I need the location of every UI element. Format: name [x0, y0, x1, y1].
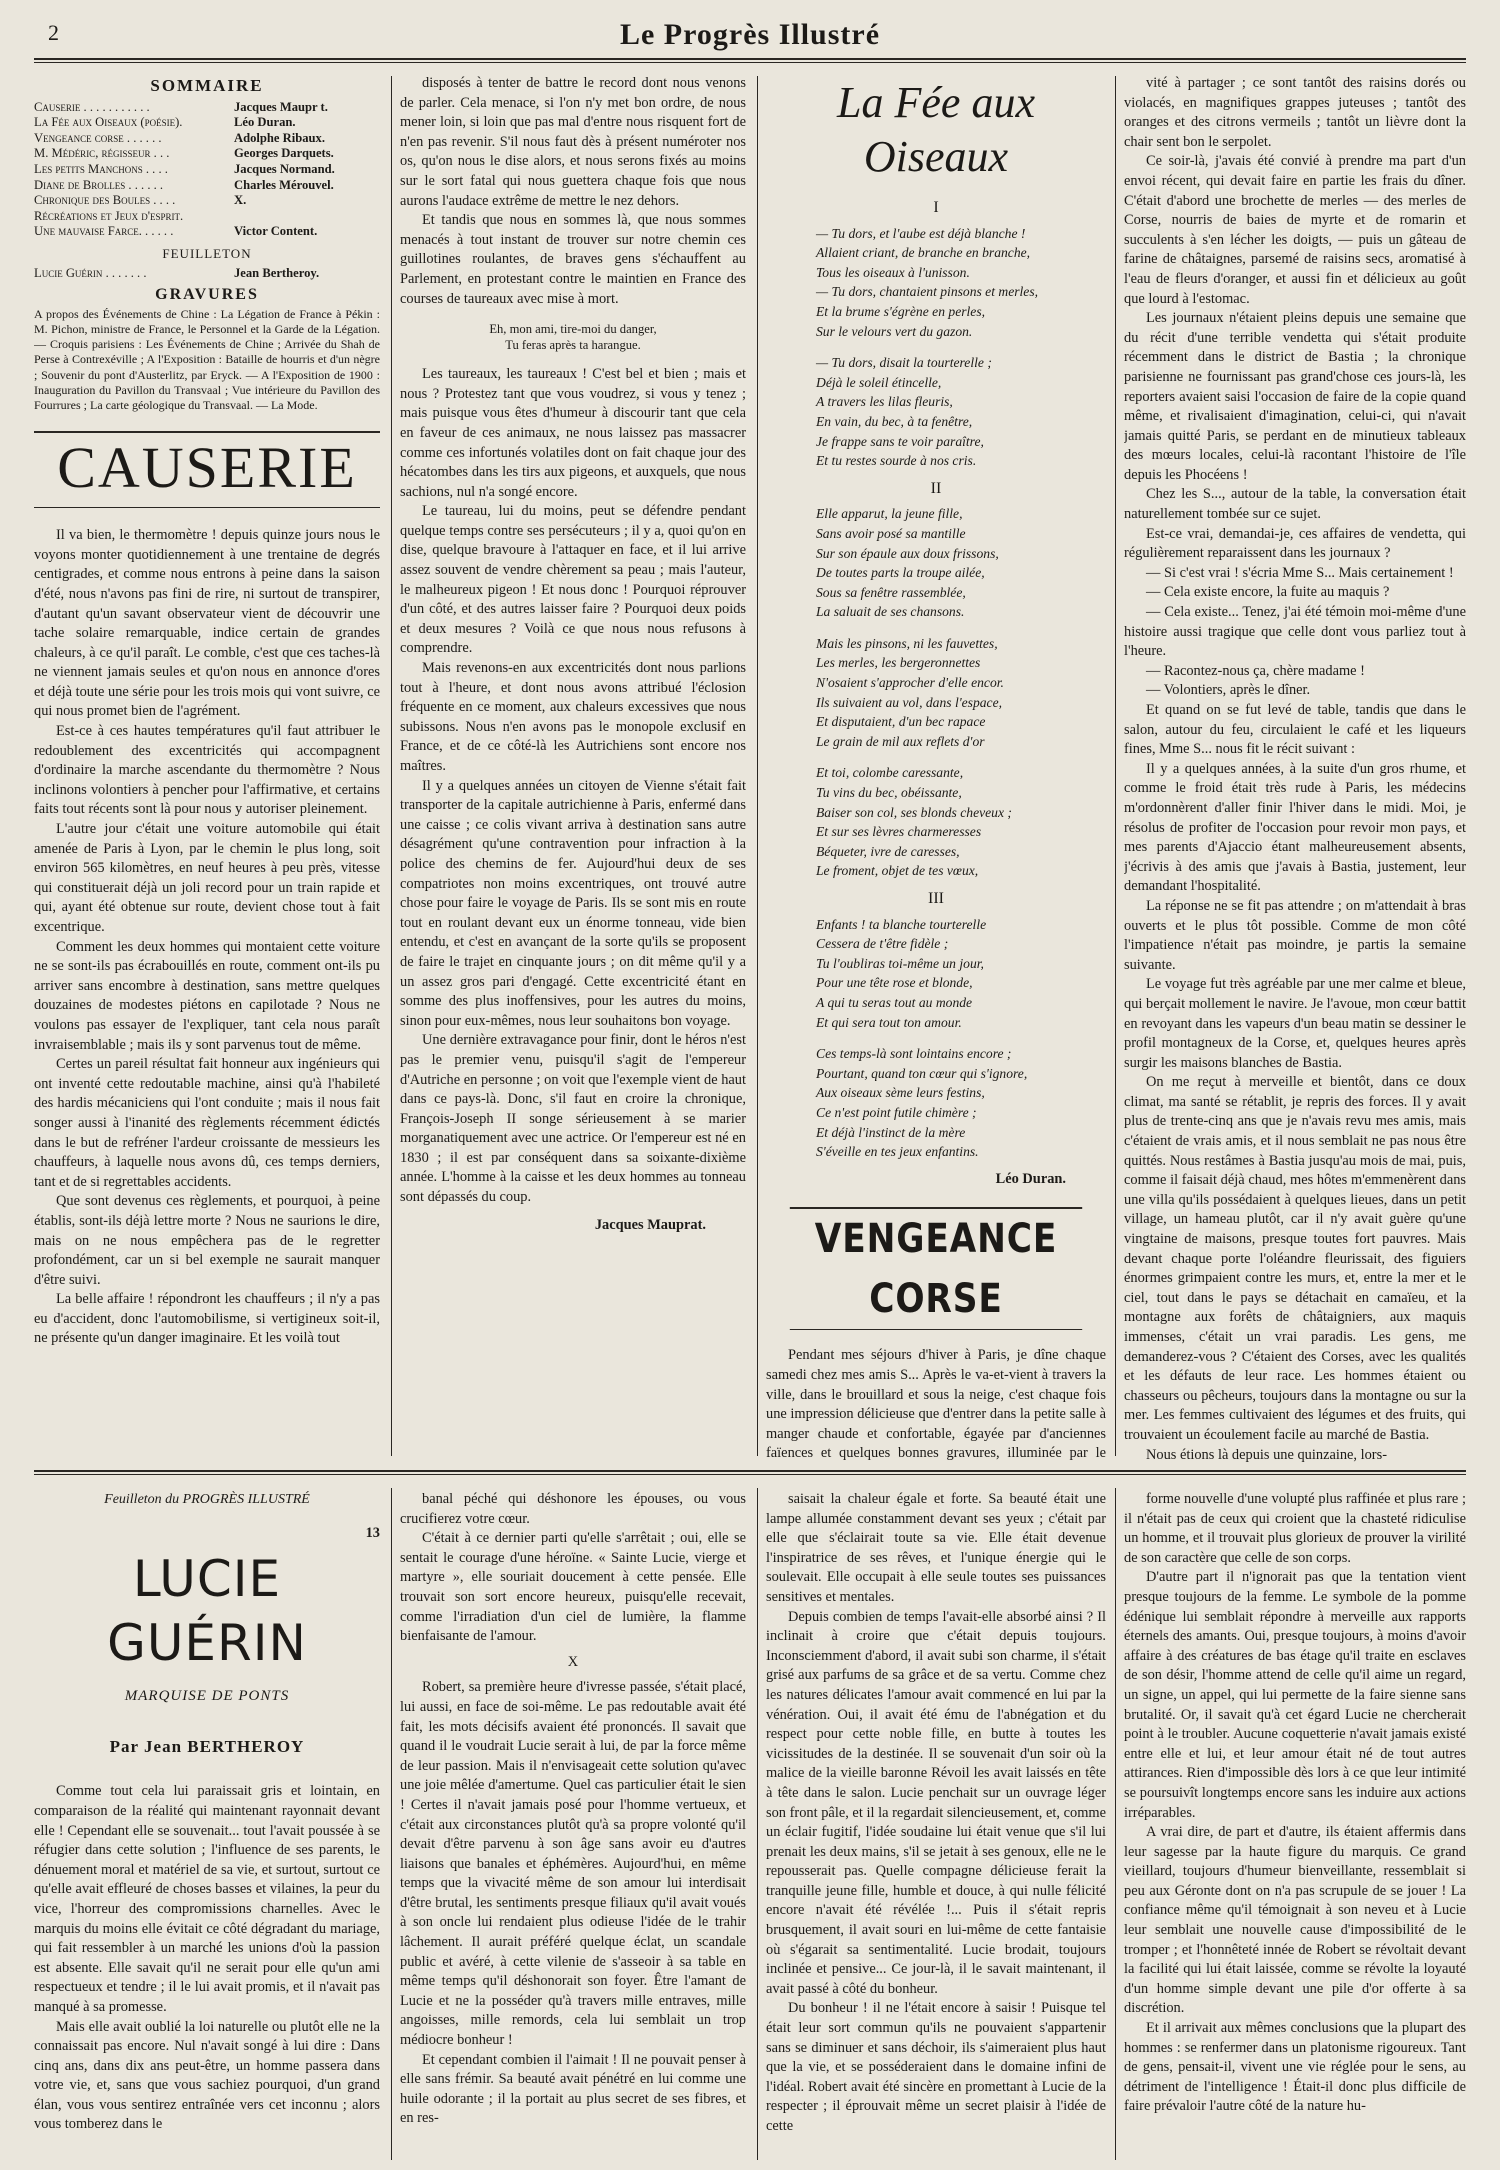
poem-stanza: [766, 915, 1106, 1033]
poem-stanza: [766, 353, 1106, 471]
paragraph: Et il arrivait aux mêmes conclusions que la plupart des hommes : se renfermer dans un platonisme rigoureux. Tant de gens, pensait-il, vivent une vie réglée pour le sens, au détriment de l'intelligence ! Était-il donc plus difficile de faire prévaloir l'autre côté de la nature hu-: [1124, 2020, 1466, 2115]
poem-line: Ces temps-là sont lointains encore ;: [816, 1046, 1012, 1062]
causerie-title: CAUSERIE: [34, 431, 380, 508]
paragraph: — Racontez-nous ça, chère madame !: [1146, 662, 1365, 679]
poem-line: Sous sa fenêtre rassemblée,: [816, 584, 966, 600]
poem-part-number: II: [930, 479, 942, 497]
paragraph: Les journaux n'étaient pleins depuis une semaine que du récit d'une terrible vendetta qui s'était produite récemment dans le district de Bastia ; la chronique parisienne ne fournissant pas grand'chose ces jours-là, les reporters avaient saisi l'occasion de faire de la copie quand même, et rivalisaient d'imagination, celui-ci, qui n'avait jamais quitté Paris, se perdant en de minutieux tableaux des mœurs locales, celui-là racontant l'histoire de l'île depuis les Phocéens !: [1124, 310, 1466, 483]
poem-line: Mais les pinsons, ni les fauvettes,: [816, 635, 998, 651]
poem-stanza: [766, 634, 1106, 752]
header-rule: [34, 58, 1466, 60]
causerie-text-col2b: [400, 365, 746, 1208]
poem-line: Tu vins du bec, obéissante,: [816, 785, 962, 801]
sommaire-item-title: M. Médéric, régisseur . . .: [34, 146, 170, 161]
poem-line: S'éveille en tes jeux enfantins.: [816, 1144, 979, 1160]
poem-line: Pour une tête rose et blonde,: [816, 975, 973, 991]
poem-line: Et tu restes sourde à nos cris.: [816, 453, 977, 469]
paragraph: forme nouvelle d'une volupté plus raffinée et plus rare ; il n'était pas de ceux qui croient que la chasteté ridiculise un homme, et il trouvait plus glorieux de prouver la virilité de son caractère que celle de son corps.: [1124, 1491, 1466, 1566]
sommaire-item-author: Adolphe Ribaux.: [234, 130, 325, 145]
column-4: [1124, 74, 1466, 1464]
causerie-author: Jacques Mauprat.: [594, 1216, 706, 1233]
poem-line: Déjà le soleil étincelle,: [816, 374, 942, 390]
sommaire-item-title: Une mauvaise Farce. . . . . .: [34, 224, 174, 239]
feuilleton-subtitle: MARQUISE DE PONTS: [124, 1688, 290, 1705]
paragraph: Nous étions là depuis une quinzaine, lors-: [1146, 1446, 1387, 1463]
column-separator: [757, 1488, 758, 2160]
feuilleton-header: Feuilleton du PROGRÈS ILLUSTRÉ: [104, 1492, 310, 1507]
column-1: [34, 74, 380, 1464]
vengeance-text-col4: [1124, 74, 1466, 1464]
causerie-quote: [400, 321, 746, 353]
paragraph: On me reçut à merveille et bientôt, dans ce doux climat, ma santé se rétablit, je repris des forces. Il y avait plus de trente-cinq ans que je n'avais revu mes amis, mais c'étaient de vrais amis, et il nous semblait ne pas nous être quittés. Nous restâmes à Bastia jusqu'au mois de mai, puis, comme il faisait déjà chaud, mes hôtes m'emmenèrent dans une villa qu'ils possédaient à quelques lieues, dans un petit village, un hameau plutôt, car il n'y avait guère qu'une vingtaine de maisons, presque toutes fort pauvres. Mais devant chaque porte l'oléandre fleurissait, des figuiers énormes grimpaient contre les murs, et, entre la mer et le ciel, tout dans le pays se détachait en camaïeu, et la montagne aux forêts de châtaigniers, aux maquis immenses, c'était un vrai paradis. Les gens, me demanderez-vous ? C'étaient des Corses, avec les qualités et les défauts de leur race. Les hommes étaient ou chasseurs ou pêcheurs, toujours dans la montagne ou sur la mer. Les femmes cultivaient des légumes et des fruits, qui trouvaient un écoulement facile au marché de Bastia.: [1124, 1074, 1466, 1443]
poem-line: Et la brume s'égrène en perles,: [816, 303, 986, 319]
poem-stanza: [766, 763, 1106, 881]
paragraph: Il va bien, le thermomètre ! depuis quinze jours nous le voyons monter quotidiennement à une trentaine de degrés centigrades, et comme nous entrons à peine dans la saison d'été, nous n'avons pas fini de rire, ni surtout de transpirer, d'autant qu'un savant observateur vient de découvrir une tache solaire remarquable, indice certain de grandes chaleurs, à ce qu'il paraît. Le comble, c'est que ces taches-là ne viennent jamais seules et qu'on nous en annonce d'ores et déjà toute une série pour les trois mois qui vont suivre, ce qui nous promet bien de l'agrément.: [34, 527, 380, 720]
sommaire-item: [34, 193, 380, 209]
feuilleton-author: Par Jean BERTHEROY: [109, 1736, 305, 1756]
sommaire-item-author: Léo Duran.: [234, 115, 296, 130]
poem-line: Enfants ! ta blanche tourterelle: [816, 916, 987, 932]
sommaire-item: [34, 131, 380, 147]
sommaire-title: SOMMAIRE: [150, 76, 264, 95]
poem-line: Tu l'oubliras toi-même un jour,: [816, 955, 984, 971]
paragraph: banal péché qui déshonore les épouses, ou vous crucifierez votre cœur.: [400, 1491, 746, 1527]
poem-line: De toutes parts la troupe ailée,: [816, 565, 985, 581]
paragraph: Il y a quelques années, à la suite d'un gros rhume, et comme le froid était très rude à Paris, les médecins m'ordonnèrent d'aller finir l'hiver dans le midi. Moi, je résolus de profiter de l'occasion pour revoir mon pays, et mes parents d'Ajaccio étant malheureusement absents, j'écrivis à des amis que j'avais à Bastia, justement, leur demandant l'hospitalité.: [1124, 760, 1466, 895]
poem-line: N'osaient s'approcher d'elle encor.: [816, 675, 1004, 691]
feuilleton-text-col4: [1124, 1490, 1466, 2117]
sommaire-item-author: X.: [234, 193, 247, 208]
paragraph: Ce soir-là, j'avais été convié à prendre ma part d'un envoi récent, qui devait faire en partie les frais du dîner. C'était d'abord une brochette de merles — des merles de Corse, nourris de baies de myrte et de romarin et succulents à s'en lécher les doigts, — puis un gâteau de farine de châtaignes, parsemé de raisins secs, aromatisé à l'eau de fleurs d'oranger, et aussi fin et délicieux au goût que lourd à l'estomac.: [1124, 153, 1466, 307]
poem-line: A qui tu seras tout au monde: [816, 994, 973, 1010]
poem-line: Sur le velours vert du gazon.: [816, 323, 973, 339]
paragraph: disposés à tenter de battre le record dont nous venons de parler. Cela menace, si l'on n'y met bon ordre, de nous mener loin, si loin que pas mal d'entre nous risquent fort de n'en pas revenir. S'il nous faut dès à présent numéroter nos os, qu'on nous le dise alors, et nous serons fixés au moins sur le sort fatal qui nous guettera chaque fois que nous aurons l'audace extrême de mettre le nez dehors.: [400, 75, 746, 209]
poem-line: Allaient criant, de branche en branche,: [816, 245, 1031, 261]
poem-line: Aux oiseaux sème leurs festins,: [816, 1085, 985, 1101]
feuilleton-text-col2: [400, 1490, 746, 2129]
feuilleton-title: LUCIE GUÉRIN: [107, 1550, 307, 1673]
poem-line: Baiser son col, ses blonds cheveux ;: [816, 804, 1012, 820]
sommaire-item: [34, 224, 380, 240]
column-separator: [391, 1488, 392, 2160]
gravures-title: GRAVURES: [155, 286, 259, 304]
feuilleton-column-2: [400, 1490, 746, 2160]
poem-line: A travers les lilas fleuris,: [816, 394, 953, 410]
feuilleton-column-1: [34, 1490, 380, 2160]
poem-line: Et sur ses lèvres charmeresses: [816, 824, 982, 840]
quote-line: Tu feras après ta harangue.: [505, 338, 641, 353]
sommaire-feuilleton-item: Lucie Guérin . . . . . . . Jean Bertheroy.: [34, 265, 320, 280]
column-separator: [757, 76, 758, 1456]
sommaire-item: [34, 162, 380, 178]
feuilleton-column-3: [766, 1490, 1106, 2160]
column-separator: [1115, 1488, 1116, 2160]
poem-stanza: [766, 504, 1106, 622]
sommaire-item: [34, 100, 380, 116]
paragraph: — Cela existe encore, la fuite au maquis ?: [1146, 584, 1390, 601]
poem-line: Le froment, objet de tes vœux,: [816, 863, 979, 879]
paragraph: Mais elle avait oublié la loi naturelle ou plutôt elle ne la connaissait pas encore. Nul n'avait songé à lui dire : Dans cinq ans, dans dix ans peut-être, un homme passera dans votre vie, et, sans que vous sachiez pourquoi, d'un grand élan, vous vous sentirez entraînée vers cet inconnu ; alors vous tomberez dans le: [34, 2018, 380, 2133]
feuilleton-column-4: [1124, 1490, 1466, 2160]
sommaire-item-author: [234, 209, 380, 225]
poem-body: [766, 198, 1106, 1162]
sommaire-item-author: Charles Mérouvel.: [234, 177, 334, 192]
paragraph: saisait la chaleur égale et forte. Sa beauté était une lampe allumée constamment devant ses yeux ; c'était par elle que s'éclairait toute sa vie. Elle était devenue l'inspiratrice de ses rêves, et l'unique énergie qui le soulevait. Elle occupait à elle seule toutes ses puissances sensitives et mentales.: [766, 1491, 1106, 1605]
poem-line: En vain, du bec, à ta fenêtre,: [816, 413, 973, 429]
poem-author: Léo Duran.: [995, 1170, 1066, 1187]
sommaire-item-author: Victor Content.: [234, 224, 318, 239]
paragraph: Le voyage fut très agréable par une mer calme et bleue, qui berçait mollement le navire. Je l'avoue, mon cœur battit en revoyant dans les vapeurs d'un beau matin se dessiner le profil montagneux de la Corse, et, quelques heures après surgir les maisons blanches de Bastia.: [1124, 976, 1466, 1071]
poem-line: Les merles, les bergeronnettes: [816, 655, 981, 671]
poem-line: Cessera de t'être fidèle ;: [816, 936, 949, 952]
poem-line: — Tu dors, et l'aube est déjà blanche !: [816, 225, 1026, 241]
feuilleton-rule: [34, 1470, 1466, 1472]
poem-line: Je frappe sans te voir paraître,: [816, 433, 984, 449]
paragraph: Pendant mes séjours d'hiver à Paris, je dîne chaque samedi chez mes amis S... Après le va-et-vient à travers la ville, dans le brouillard et sous la neige, c'est chaque fois une impression délicieuse que d'entrer dans la petite salle à manger chaude et confortable, égayée par d'anciennes faïences et quelques bonnes gravures, illuminée par le: [766, 1347, 1106, 1462]
poem-line: Pourtant, quand ton cœur qui s'ignore,: [816, 1065, 1028, 1081]
paragraph: Est-ce vrai, demandai-je, ces affaires de vendetta, qui régulièrement reparaissent dans les journaux ?: [1124, 525, 1466, 562]
paragraph: Certes un pareil résultat fait honneur aux ingénieurs qui ont inventé cette redoutable machine, ainsi qu'à l'habileté des hardis mécaniciens qui l'ont conduite ; mais il nous fait songer aussi à l'inanité des règlements récemment édictés dans le but de refréner l'ardeur croissante de messieurs les chauffeurs, à laquelle nous avons dû, ces temps derniers, tant et de si regrettables accidents.: [34, 1056, 380, 1190]
poem-part-number: I: [933, 199, 939, 216]
sommaire-item-title: Vengeance corse . . . . . .: [34, 130, 162, 145]
paragraph: Robert, sa première heure d'ivresse passée, s'était placé, lui aussi, en face de soi-même. Le pas redoutable avait été fait, les mots décisifs avaient été prononcés. Il savait que quand il le voudrait Lucie serait à lui, de par la force même de leur passion. Mais il n'envisageait cette solution qu'avec une joie mêlée d'amertume. Quel cas particulier était le sien ! Certes il n'avait jamais posé pour l'homme vertueux, et c'était aux circonstances plutôt qu'à sa propre volonté qu'il devait d'être parvenu à son âge sans avoir eu d'autres liaisons que banales et éphémères. Aujourd'hui, en même temps que la vivacité même de son amour lui interdisait d'être brutal, les sentiments presque filiaux qu'il avait voués à son oncle lui rendaient plus odieuse l'idée de le trahir lâchement. Il aurait préféré quelque éclat, un scandale public et avéré, à cette vilenie de s'asseoir à sa table en même temps qu'il déshonorait son foyer. Être l'amant de Lucie et ne la posséder qu'à travers mille entraves, mille angoisses, mille remords, cela lui semblait un trop médiocre bonheur !: [400, 1679, 746, 2049]
sommaire-item: [34, 146, 380, 162]
sommaire-item: [34, 209, 380, 225]
poem-line: Ils suivaient au vol, dans l'espace,: [816, 694, 1003, 710]
column-2: [400, 74, 746, 1464]
paragraph: La belle affaire ! répondront les chauffeurs ; il n'y a pas eu d'accident, donc l'automobilisme, si vertigineux soit-il, ne présente qu'un danger imaginaire. Et les voilà tout: [34, 1291, 380, 1347]
paragraph: Les taureaux, les taureaux ! C'est bel et bien ; mais et nous ? Protestez tant que vous voudrez, si vous y tenez ; mais puisque vous êtes d'humeur à discourir tant que cela en faveur de ces animaux, ne nous laissez pas massacrer comme ces infortunés volatiles dont on fait chaque jour des hécatombes dans les tirs aux pigeons, et auxquels, que nous sachions, nul n'a songé encore.: [400, 366, 746, 500]
poem-line: — Tu dors, disait la tourterelle ;: [816, 355, 992, 371]
page-number: 2: [48, 20, 59, 45]
causerie-text-col2a: [400, 74, 746, 309]
paragraph: — Volontiers, après le dîner.: [1146, 682, 1311, 699]
paragraph: La réponse ne se fit pas attendre ; on m'attendait à bras ouverts et le plus tôt possible. Comme de mon côté l'impatience n'était pas moindre, je partis la semaine suivante.: [1124, 897, 1466, 973]
paragraph: Le taureau, lui du moins, peut se défendre pendant quelque temps contre ses persécuteurs ; il y a, quoi qu'on en dise, quelque bravoure à l'attaquer en face, et il lui arrive assez souvent de vendre chèrement sa peau ; mais l'auteur, le malheureux pigeon ! Et nous donc ! Pourquoi réprouver d'un côté, et des autres laisser faire ? Pourquoi deux poids et deux mesures ? Voilà ce que nous nous refusons à comprendre.: [400, 503, 746, 657]
sommaire-item-author: Georges Darquets.: [234, 146, 334, 161]
column-separator: [391, 76, 392, 1456]
paragraph: vité à partager ; ce sont tantôt des raisins dorés ou violacés, en magnifiques grappes juteuses ; tantôt des oranges et des citrons vermeils ; tantôt un lièvre dont la chair sent bon le serpolet.: [1124, 75, 1466, 150]
poem-line: — Tu dors, chantaient pinsons et merles,: [816, 284, 1039, 300]
sommaire-item: [34, 115, 380, 131]
paragraph: Et quand on se fut levé de table, tandis que dans le salon, autour du feu, circulaient le café et les liqueurs fines, Mme S... nous fit le récit suivant :: [1124, 702, 1466, 758]
sommaire-item-title: Les petits Manchons . . . .: [34, 161, 168, 176]
sommaire-item-title: La Fée aux Oiseaux (poésie).: [34, 115, 183, 130]
feuilleton-label: FEUILLETON: [162, 245, 252, 261]
poem-line: Elle apparut, la jeune fille,: [816, 506, 963, 522]
paragraph: Depuis combien de temps l'avait-elle absorbé ainsi ? Il inclinait à croire que c'était depuis toujours. Inconsciemment d'abord, il avait subi son charme, il s'était grisé aux parfums de sa grâce et de sa vertu. Comme chez les natures délicates l'amour avait commencé en lui par la vénération. Oui, il avait été ému de l'abnégation et du respect pour cette noble fille, en butte à toutes les vicissitudes de la destinée. Il se souvenait d'un soir où la malice de la vieille baronne Révoil les avait laissés en tête à tête dans le salon. Lucie penchait sur un ouvrage léger son front pâle, et il la regardait silencieusement, et, comme un éclair fugitif, l'idée soudaine lui était venue que s'il lui prenait les deux mains, s'il se jetait à ses genoux, elle ne le repousserait pas. Quelle compagne délicieuse ferait la tranquille jeune fille, humble et douce, à qui nulle félicité encore n'avait été révélée !... Puis il s'était repris brusquement, il avait souri en lui-même de cette fantaisie où s'égarait sa sentimentalité. Lucie brodait, toujours inclinée et pensive... Ce jour-là, il le savait maintenant, il avait passé à côté du bonheur.: [766, 1608, 1106, 1997]
poem-line: Béqueter, ivre de caresses,: [816, 843, 960, 859]
paragraph: Chez les S..., autour de la table, la conversation était naturellement tombée sur ce sujet.: [1124, 486, 1466, 523]
vengeance-title: VENGEANCE CORSE: [790, 1207, 1082, 1330]
poem-line: La saluait de ses chansons.: [816, 604, 965, 620]
poem-line: Sur son épaule aux doux frissons,: [816, 545, 999, 561]
header-rule-thin: [34, 62, 1466, 63]
sommaire-item-author: Jacques Normand.: [234, 161, 335, 176]
feuilleton-number: 13: [365, 1524, 380, 1541]
paragraph: Et tandis que nous en sommes là, que nous sommes menacés à tout instant de trouver sur notre chemin ces guillotines roulantes, de braves gens s'échauffent au Parlement, en protestant contre le maintien en France des courses de taureaux avec mise à mort.: [400, 212, 746, 307]
paragraph: Est-ce à ces hautes températures qu'il faut attribuer le redoublement des excentricités qui accompagnent d'ordinaire la marche ascendante du thermomètre ? Nous inclinons volontiers à pencher pour l'affirmative, et certains faits tout récents sont là pour nous y autoriser pleinement.: [34, 723, 380, 818]
poem-title: La Fée aux Oiseaux: [837, 78, 1035, 181]
column-3: [766, 74, 1106, 1464]
poem-line: Et disputaient, d'un bec rapace: [816, 714, 986, 730]
paragraph: Mais revenons-en aux excentricités dont nous parlions tout à l'heure, et dont nous avons attribué l'éclosion fréquente en ce moment, aux chaleurs excessives que nous subissons. Nous n'en avons pas le monopole exclusif en France, et de ce côté-là les Autrichiens sont encore nos maîtres.: [400, 660, 746, 774]
paragraph: Du bonheur ! il ne l'était encore à saisir ! Puisque tel était leur sort commun qu'ils ne pouvaient s'appartenir sans se diminuer et sans déchoir, ils s'aimeraient plus haut que la vie, et se posséderaient dans le domaine infini de l'idéal. Robert avait été sincère en promettant à Lucie de la respecter ; il éprouvait même un secret plaisir à l'idée de cette: [766, 2000, 1106, 2134]
poem-line: Et déjà l'instinct de la mère: [816, 1124, 966, 1140]
feuilleton-text-col1: [34, 1782, 380, 2135]
feuilleton-rule-thin: [34, 1474, 1466, 1475]
poem-line: Et toi, colombe caressante,: [816, 765, 964, 781]
quote-line: Eh, mon ami, tire-moi du danger,: [489, 322, 657, 337]
paragraph: L'autre jour c'était une voiture automobile qui était amenée de Paris à Lyon, par le chemin le plus long, soit environ 565 kilomètres, en neuf heures à peu près, vitesse qui constituerait déjà un joli record pour un train rapide et qui, ayant été obtenue sur route, devient chose tout à fait excentrique.: [34, 821, 380, 936]
feuilleton-text-col3: [766, 1490, 1106, 2137]
poem-stanza: [766, 224, 1106, 342]
poem-line: Le grain de mil aux reflets d'or: [816, 733, 985, 749]
sommaire-item-title: Chronique des Boules . . . .: [34, 193, 176, 208]
column-separator: [1115, 76, 1116, 1456]
sommaire-item-author: Jacques Maupr t.: [234, 99, 328, 114]
vengeance-text-col3: [766, 1346, 1106, 1464]
poem-stanza: [766, 1044, 1106, 1162]
paragraph: Il y a quelques années un citoyen de Vienne s'était fait transporter de la capitale autrichienne à Paris, enfermé dans une caisse ; ce colis vivant arriva à destination sans autre désagrément qu'une contravention pour infraction à la police des chemins de fer. Aujourd'hui deux de ses compatriotes non moins excentriques, ont trouvé autre chose pour faire le voyage de Paris. Ils se sont mis en route tout en roulant devant eux un énorme tonneau, vide bien entendu, et c'est en avançant de la sorte qu'ils se proposent de faire le trajet en cinquante jours ; on dit même qu'il y a un assez gros pari d'engagé. Cette excentricité étant en somme des plus inoffensives, pour les autres du moins, sinon pour eux-mêmes, nous leur souhaitons bon voyage.: [400, 777, 746, 1029]
sommaire-item: [34, 178, 380, 194]
paragraph: — Cela existe... Tenez, j'ai été témoin moi-même d'une histoire aussi tragique que celle dont vous parliez tout à l'heure.: [1124, 604, 1466, 660]
sommaire-list: [34, 100, 380, 240]
poem-part-number: III: [928, 890, 944, 907]
sommaire-item-title: Causerie . . . . . . . . . . .: [34, 99, 150, 114]
paragraph: C'était à ce dernier parti qu'elle s'arrêtait ; oui, elle se sentait le courage d'une héroïne. « Sainte Lucie, vierge et martyre », elle souriait doucement à cette pensée. Elle trouvait son sort encore heureux, puisqu'elle recevait, comme l'irradiation d'un ciel de lumière, la flamme bienfaisante de l'amour.: [400, 1530, 746, 1645]
newspaper-title: Le Progrès Illustré: [619, 18, 881, 51]
poem-line: Ce n'est point futile chimère ;: [816, 1104, 977, 1120]
sommaire-item-title: Diane de Brolles . . . . . .: [34, 177, 164, 192]
sommaire-item-title: Récréations et Jeux d'esprit.: [34, 208, 184, 223]
paragraph: D'autre part il n'ignorait pas que la tentation vient presque toujours de la femme. Le symbole de la pomme édénique lui semblait répondre à merveille aux rapports éternels des amants. Oui, presque toujours, à moins d'avoir affaire à des créatures de bas étage qu'il traite en esclaves de son désir, l'homme attend de celle qu'il aime un regard, un signe, un appel, qui lui permette de la faire sienne sans brutalité. Or, il savait qu'à cet égard Lucie ne chercherait point à le troubler. Aucune coquetterie n'avait jamais existé entre elle et lui, et leur amour était né de tout autres attirances. Rien d'impossible dès lors à ce que leur intimité se poursuivît longtemps encore sans les induire aux actions irréparables.: [1124, 1569, 1466, 1821]
paragraph: Que sont devenus ces règlements, et pourquoi, à peine établis, sont-ils déjà lettre morte ? Nous ne saurions le dire, mais on ne nous empêchera pas de le regretter profondément, car un si bel exemple ne saurait manquer d'être suivi.: [34, 1193, 380, 1288]
paragraph: — Si c'est vrai ! s'écria Mme S... Mais certainement !: [1146, 564, 1454, 581]
paragraph: X: [567, 1653, 579, 1670]
paragraph: Comme tout cela lui paraissait gris et lointain, en comparaison de la réalité qui maintenant rayonnait devant elle ! Cependant elle se souvenait... tout l'avait poussée à se réfugier dans cette solution ; l'influence de ses parents, le dénuement moral et matériel de sa vie, et surtout, surtout ce qu'elle avait effleuré de choses basses et vilaines, la peur du vice, l'horreur des compromissions charnelles. Avec le marquis du moins elle évitait ce côté dégradant du mariage, qui fait ressembler à un marché les unions d'où la passion est absente. Elle savait qu'il ne serait pour elle qu'un ami respectueux et tendre ; il le lui avait promis, et il n'avait pas manqué à sa promesse.: [34, 1783, 380, 2015]
poem-line: Sans avoir posé sa mantille: [816, 525, 966, 541]
paragraph: Et cependant combien il l'aimait ! Il ne pouvait penser à elle sans frémir. Sa beauté avait pénétré en lui comme une huile odorante ; il la portait au plus secret de ses fibres, et en res-: [400, 2051, 746, 2127]
paragraph: Une dernière extravagance pour finir, dont le héros n'est pas le premier venu, puisqu'il s'agit de l'empereur d'Autriche en personne ; on voit que l'exemple vient de haut dans ce pays-là. Donc, s'il faut en croire la chronique, François-Joseph II songe sérieusement à se marier morganatiquement avec une actrice. Or l'empereur est né en 1830 ; il est par conséquent dans sa soixante-dixième année. L'homme à la caisse et les deux hommes au tonneau sont dépassés du coup.: [400, 1032, 746, 1206]
poem-line: Et qui sera tout ton amour.: [816, 1014, 962, 1030]
gravures-text: A propos des Événements de Chine : La Légation de France à Pékin : M. Pichon, ministre de France, le Personnel et la Garde de la Légation. — Croquis parisiens : Les Événements de Chine ; Arrivée du Shah de Perse à Contrexéville ; A l'Exposition : Bataille de hourris et d'un nègre ; Souvenir du pont d'Austerlitz, par Eryck. — A l'Exposition de 1900 : Inauguration du Pavillon du Transvaal ; Vue intérieure du Pavillon des Fourrures ; La carte géologique du Transvaal. — La Mode.: [34, 306, 380, 412]
causerie-text-col1: [34, 526, 380, 1349]
paragraph: A vrai dire, de part et d'autre, ils étaient affermis dans leur sagesse par la haute figure du marquis. Ce grand vieillard, toujours d'humeur bienveillante, ressemblait si peu aux Géronte dont on n'a pas scrupule de se jouer ! La confiance même qu'il témoignait à son neveu et à Lucie leur semblait une nouvelle cause d'impossibilité de le tromper ; et l'honnêteté innée de Robert se révoltait devant la facilité qui lui était laissée, comme se révolte la loyauté d'un homme simple devant une pile d'or offerte à sa discrétion.: [1124, 1824, 1466, 2017]
poem-line: Tous les oiseaux à l'unisson.: [816, 264, 970, 280]
paragraph: Comment les deux hommes qui montaient cette voiture ne se sont-ils pas écrabouillés en route, comment ont-ils pu arriver sans encombre à destination, sans mettre quelques douzaines de modestes piétons en capilotade ? Nous ne voulons pas essayer de l'expliquer, tant cela nous paraît invraisemblable ; mais ils y sont parvenus tout de même.: [34, 938, 380, 1053]
